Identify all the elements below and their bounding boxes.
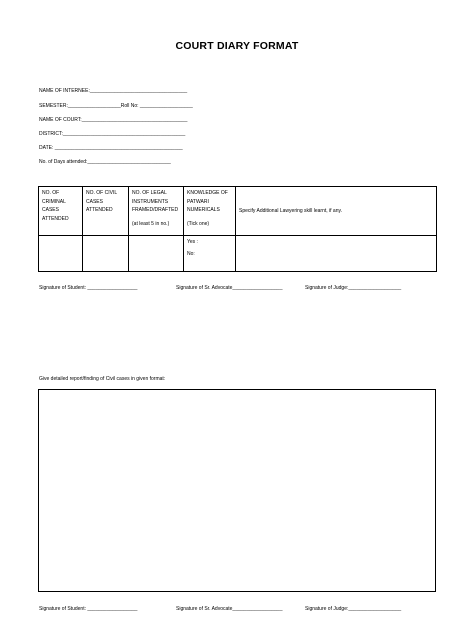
- report-label: Give detailed report/finding of Civil cases in given format:: [39, 376, 166, 382]
- student-signature-top[interactable]: Signature of Student: __________________: [39, 285, 138, 291]
- page-title: COURT DIARY FORMAT: [175, 40, 299, 52]
- days-attended-field[interactable]: No. of Days attended:______________________________: [39, 159, 171, 165]
- header-patwari-knowledge: KNOWLEDGE OF PATWARI NUMERICALS (Tick one): [184, 187, 236, 236]
- cell-legal-instruments[interactable]: [129, 236, 184, 272]
- header-civil-cases: NO. OF CIVIL CASES ATTENDED: [83, 187, 129, 236]
- report-box[interactable]: [38, 389, 436, 592]
- yes-option[interactable]: Yes :: [187, 239, 198, 245]
- header-criminal-cases: NO. OF CRIMINAL CASES ATTENDED: [39, 187, 83, 236]
- header-additional-skill: Specify Additional Lawyering skill learnt, if any.: [236, 187, 437, 236]
- cell-civil-cases[interactable]: [83, 236, 129, 272]
- table-header-row: [39, 187, 437, 236]
- no-option[interactable]: No:: [187, 250, 195, 257]
- student-signature-bottom[interactable]: Signature of Student: __________________: [39, 606, 138, 612]
- advocate-signature-bottom[interactable]: Signature of Sr. Advocate__________________: [176, 606, 283, 612]
- advocate-signature-top[interactable]: Signature of Sr. Advocate__________________: [176, 285, 283, 291]
- intern-name-field[interactable]: NAME OF INTERNEE:___________________________________: [39, 88, 188, 94]
- date-field[interactable]: DATE: ______________________________________________: [39, 145, 183, 151]
- semester-roll-field[interactable]: SEMESTER:___________________Roll No: ___________________: [39, 103, 193, 109]
- cell-additional-skill[interactable]: [236, 236, 437, 272]
- table-entry-row: [39, 236, 437, 272]
- judge-signature-top[interactable]: Signature of Judge:___________________: [305, 285, 402, 291]
- court-name-field[interactable]: NAME OF COURT:______________________________________: [39, 117, 188, 123]
- judge-signature-bottom[interactable]: Signature of Judge:___________________: [305, 606, 402, 612]
- attendance-table: [38, 186, 437, 272]
- district-field[interactable]: DISTRICT:____________________________________________: [39, 131, 186, 137]
- cell-patwari-knowledge[interactable]: [184, 236, 236, 272]
- cell-criminal-cases[interactable]: [39, 236, 83, 272]
- header-legal-instruments: NO. OF LEGAL INSTRUMENTS FRAMED/DRAFTED (at least 5 in no.): [129, 187, 184, 236]
